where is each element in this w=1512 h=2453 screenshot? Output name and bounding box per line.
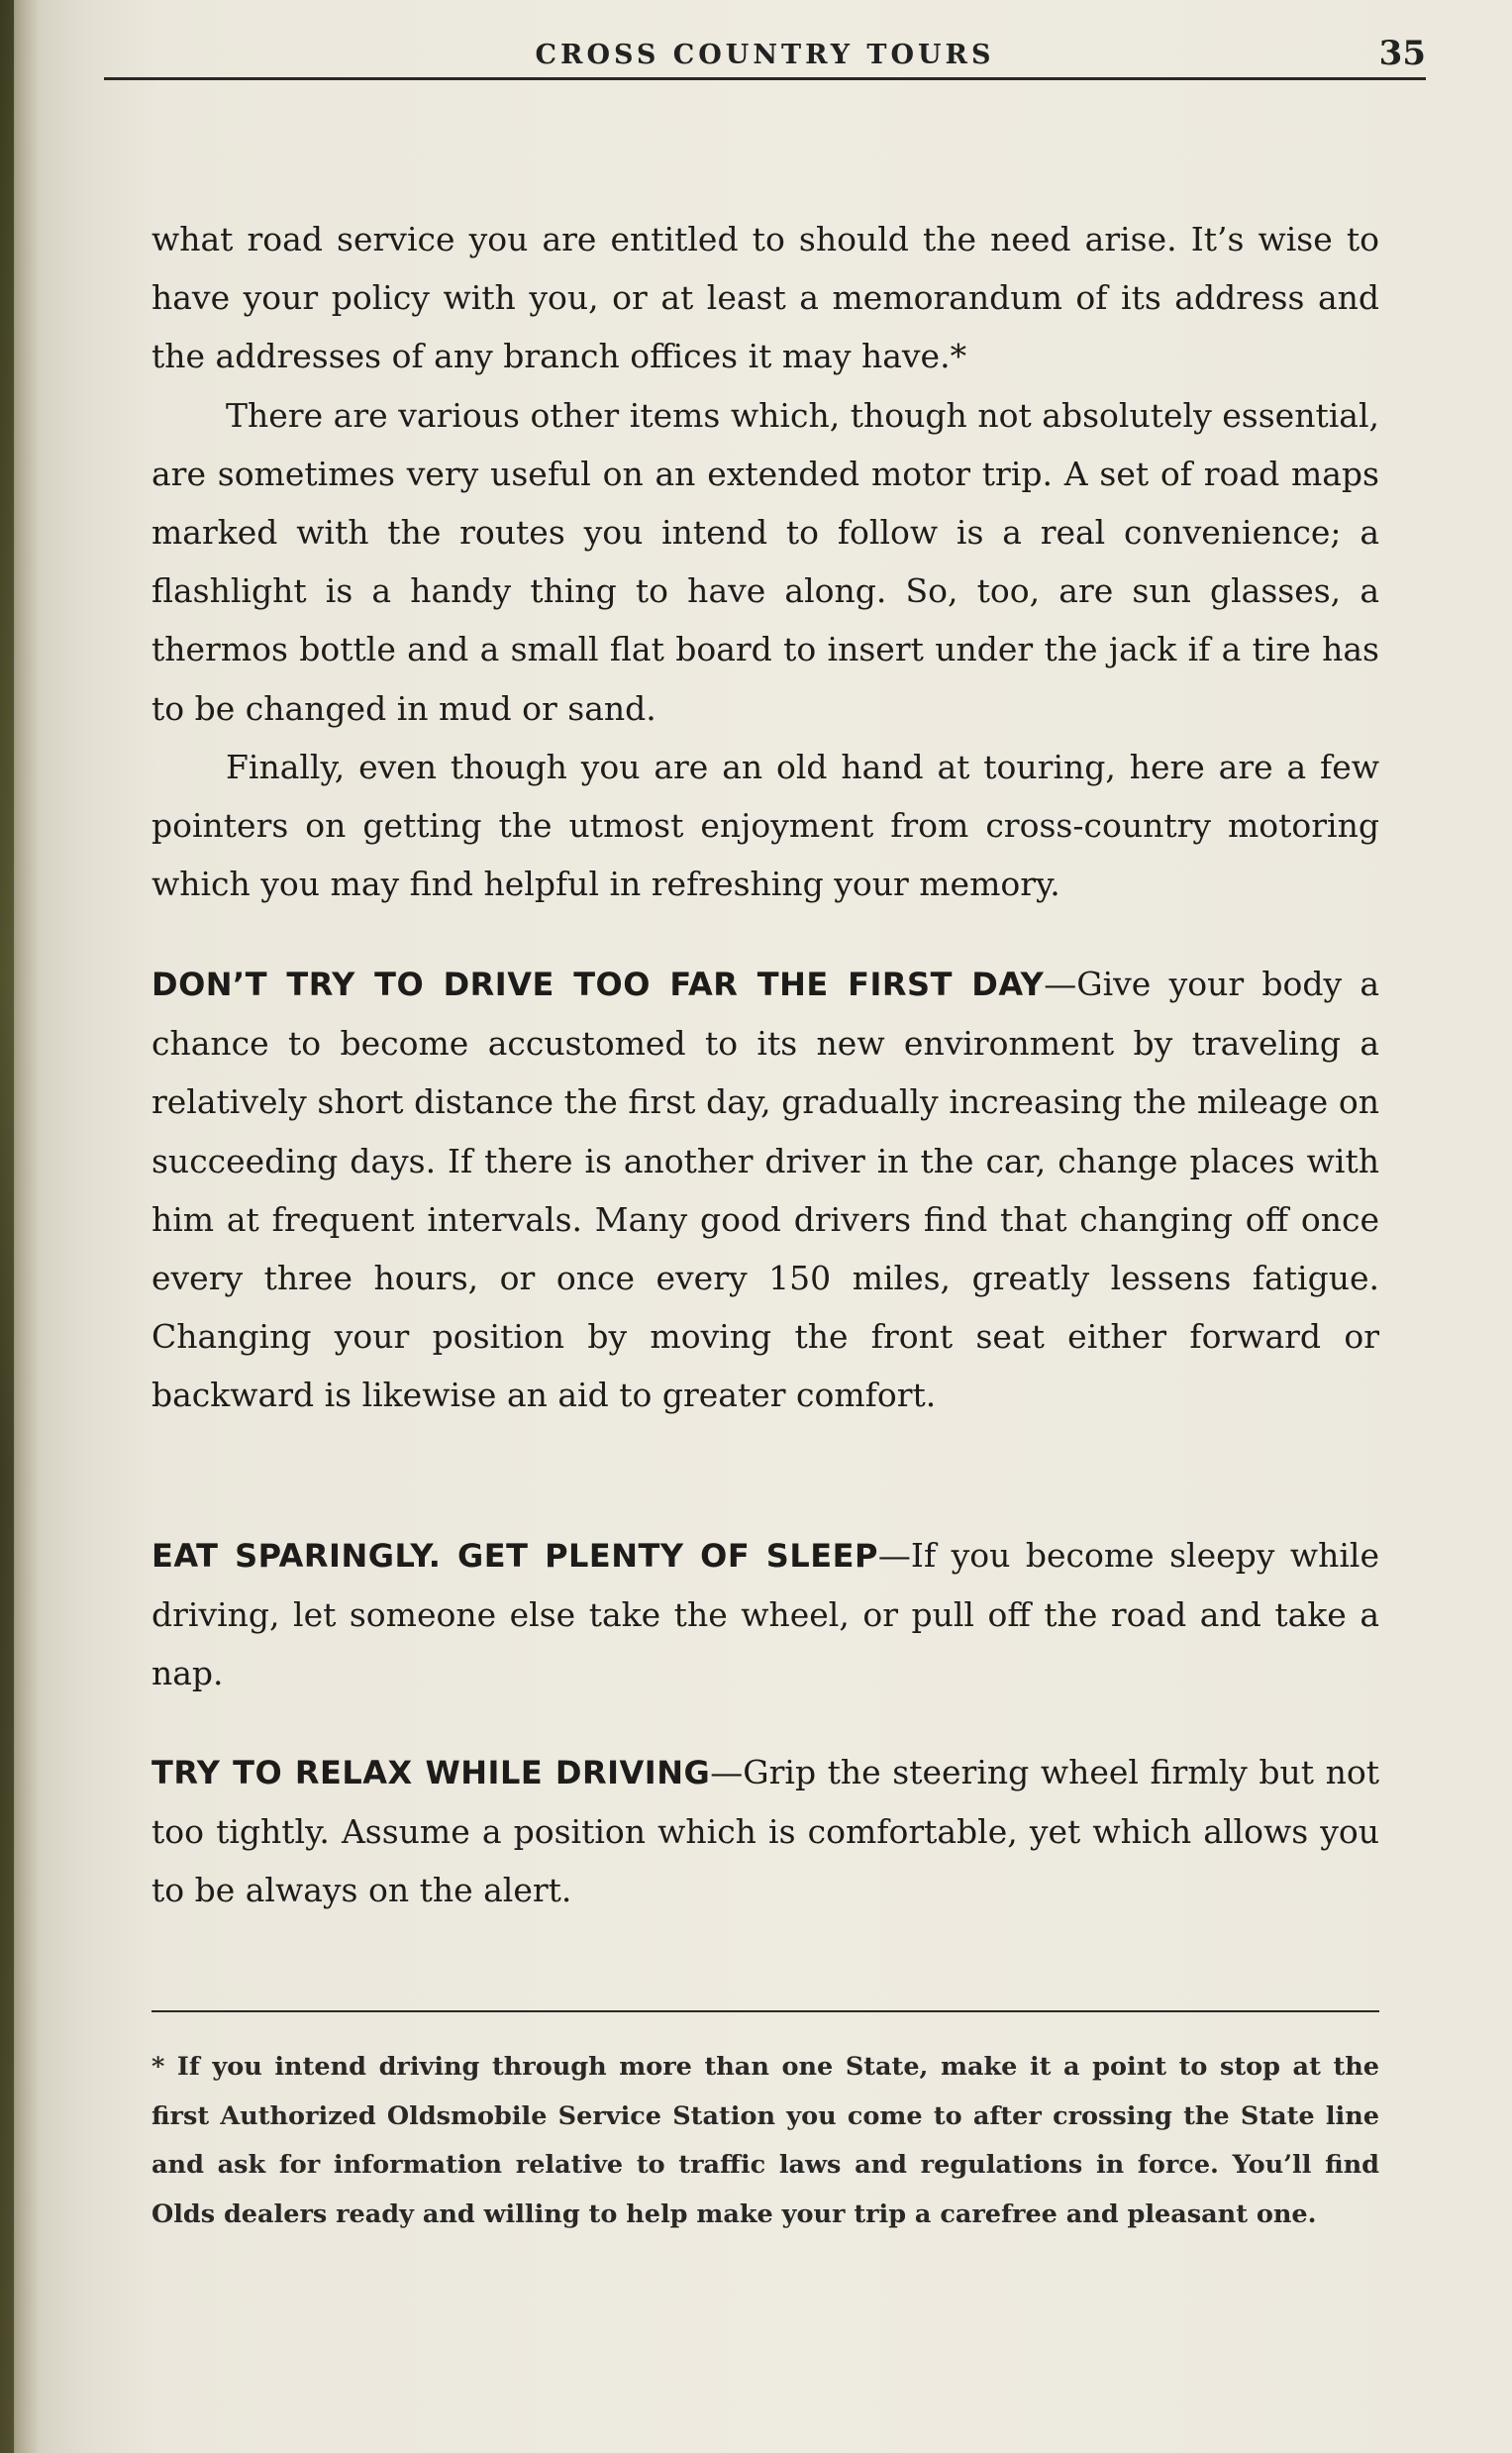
tip-paragraph xyxy=(151,1743,1379,1920)
running-title: CROSS COUNTRY TOURS xyxy=(535,40,995,70)
tip-text: —If you become sleepy while driving, let someone else take the wheel, or pull off the road and take a nap. xyxy=(151,1536,1379,1693)
tip-paragraph xyxy=(151,955,1379,1425)
paragraph: Finally, even though you are an old hand at touring, here are a few pointers on getting the utmost enjoyment from cross-country motoring which you may find helpful in refreshing your memory. xyxy=(151,747,1379,904)
page-number: 35 xyxy=(1378,34,1426,73)
paragraph: what road service you are entitled to should the need arise. It’s wise to have your policy with you, or at least a memorandum of its address and the addresses of any branch offices it may have.* xyxy=(151,220,1379,376)
header-rule xyxy=(104,77,1426,80)
running-header xyxy=(104,30,1426,79)
paragraph: There are various other items which, though not absolutely essential, are sometimes very useful on an extended motor trip. A set of road maps marked with the routes you intend to follow is a real convenience; a flashlight is a handy thing to have along. So, too, are sun glasses, a thermos bottle and a small flat board to insert under the jack if a tire has to be changed in mud or sand. xyxy=(151,395,1379,728)
intro-paragraphs xyxy=(151,210,1379,913)
tip-eat-sleep xyxy=(151,1526,1379,1703)
binding-shadow xyxy=(0,0,14,2453)
tip-heading: TRY TO RELAX WHILE DRIVING xyxy=(151,1754,711,1791)
tip-text: —Grip the steering wheel firmly but not too tightly. Assume a position which is comfortable, yet which allows you to be always on the alert. xyxy=(151,1753,1380,1910)
tip-text: —Give your body a chance to become accustomed to its new environment by traveling a relatively short distance the first day, gradually increasing the mileage on succeeding days. If there is another driver in the car, change places with him at frequent intervals. Many good drivers find that changing off once every three hours, or once every 150 miles, greatly lessens fatigue. Changing your position by moving the front seat either forward or backward is likewise an aid to greater comfort. xyxy=(151,965,1380,1415)
footnote: * If you intend driving through more than one State, make it a point to stop at the first Authorized Oldsmobile Service Station you come to after crossing the State line and ask for information relative to traffic laws and regulations in force. You’ll find Olds dealers ready and willing to help make your trip a carefree and pleasant one. xyxy=(151,2052,1379,2229)
tip-first-day xyxy=(151,955,1379,1425)
tip-relax xyxy=(151,1743,1379,1920)
tip-heading: EAT SPARINGLY. GET PLENTY OF SLEEP xyxy=(151,1537,878,1575)
tip-heading: DON’T TRY TO DRIVE TOO FAR THE FIRST DAY xyxy=(151,966,1045,1003)
tip-paragraph xyxy=(151,1526,1379,1703)
footnote-rule xyxy=(151,2010,1379,2012)
